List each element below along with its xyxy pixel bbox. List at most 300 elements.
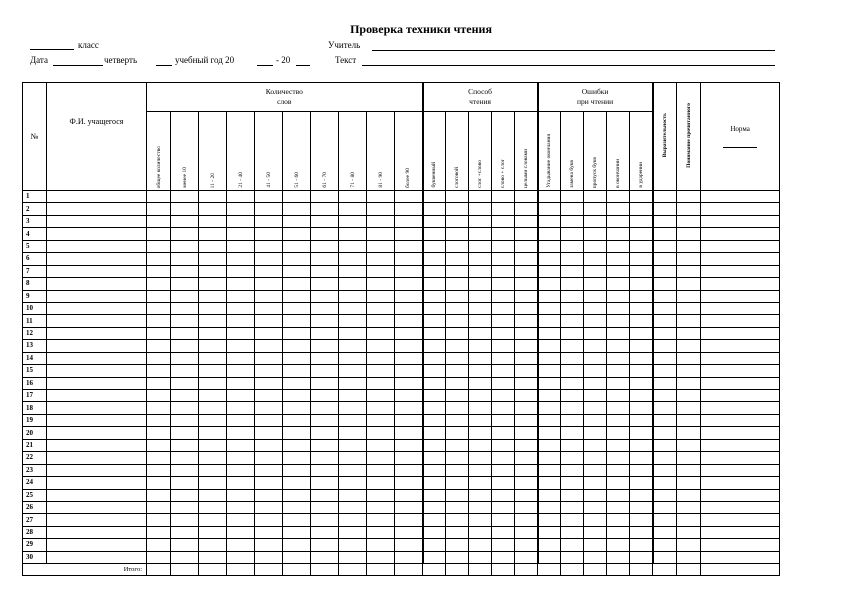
table-cell[interactable] [677,477,701,489]
total-cell[interactable] [653,564,677,576]
table-cell[interactable] [677,464,701,476]
table-cell[interactable] [515,539,538,551]
table-cell[interactable] [677,390,701,402]
table-cell[interactable] [701,215,780,227]
student-name-cell[interactable] [47,340,147,352]
table-cell[interactable] [147,427,171,439]
student-name-cell[interactable] [47,526,147,538]
table-cell[interactable] [701,452,780,464]
table-cell[interactable] [677,501,701,513]
table-cell[interactable] [653,315,677,327]
table-cell[interactable] [492,352,515,364]
table-cell[interactable] [227,352,255,364]
table-cell[interactable] [395,191,423,203]
table-cell[interactable] [492,551,515,563]
table-cell[interactable] [607,240,630,252]
table-cell[interactable] [339,489,367,501]
student-name-cell[interactable] [47,539,147,551]
table-cell[interactable] [395,327,423,339]
table-cell[interactable] [538,215,561,227]
table-cell[interactable] [255,240,283,252]
table-cell[interactable] [561,464,584,476]
table-cell[interactable] [255,477,283,489]
table-cell[interactable] [701,402,780,414]
table-cell[interactable] [584,514,607,526]
table-cell[interactable] [367,191,395,203]
total-cell[interactable] [492,564,515,576]
table-cell[interactable] [653,290,677,302]
table-cell[interactable] [255,427,283,439]
table-cell[interactable] [584,315,607,327]
table-cell[interactable] [653,501,677,513]
table-cell[interactable] [367,327,395,339]
total-cell[interactable] [446,564,469,576]
table-cell[interactable] [199,290,227,302]
table-cell[interactable] [199,191,227,203]
table-cell[interactable] [492,302,515,314]
table-cell[interactable] [677,265,701,277]
table-cell[interactable] [677,315,701,327]
table-cell[interactable] [515,352,538,364]
student-name-cell[interactable] [47,215,147,227]
table-cell[interactable] [147,514,171,526]
table-cell[interactable] [423,365,446,377]
table-cell[interactable] [199,352,227,364]
table-cell[interactable] [630,526,653,538]
table-cell[interactable] [339,402,367,414]
table-cell[interactable] [469,539,492,551]
table-cell[interactable] [469,278,492,290]
table-cell[interactable] [171,290,199,302]
table-cell[interactable] [199,489,227,501]
table-cell[interactable] [630,265,653,277]
table-cell[interactable] [701,439,780,451]
table-cell[interactable] [367,439,395,451]
table-cell[interactable] [367,427,395,439]
total-cell[interactable] [423,564,446,576]
table-cell[interactable] [446,290,469,302]
table-cell[interactable] [492,464,515,476]
table-cell[interactable] [701,477,780,489]
table-cell[interactable] [339,501,367,513]
table-cell[interactable] [367,265,395,277]
total-cell[interactable] [607,564,630,576]
table-cell[interactable] [283,228,311,240]
table-cell[interactable] [423,501,446,513]
table-cell[interactable] [395,203,423,215]
table-cell[interactable] [255,215,283,227]
total-cell[interactable] [469,564,492,576]
table-cell[interactable] [339,302,367,314]
table-cell[interactable] [515,215,538,227]
table-cell[interactable] [339,427,367,439]
table-cell[interactable] [584,365,607,377]
table-cell[interactable] [677,514,701,526]
table-cell[interactable] [561,439,584,451]
table-cell[interactable] [339,514,367,526]
table-cell[interactable] [395,427,423,439]
table-cell[interactable] [630,402,653,414]
table-cell[interactable] [492,501,515,513]
table-cell[interactable] [538,427,561,439]
table-cell[interactable] [677,215,701,227]
table-cell[interactable] [607,414,630,426]
table-cell[interactable] [395,253,423,265]
table-cell[interactable] [171,501,199,513]
table-cell[interactable] [653,489,677,501]
table-cell[interactable] [515,377,538,389]
table-cell[interactable] [701,377,780,389]
table-cell[interactable] [538,365,561,377]
table-cell[interactable] [701,352,780,364]
table-cell[interactable] [469,551,492,563]
table-cell[interactable] [677,489,701,501]
table-cell[interactable] [367,477,395,489]
table-cell[interactable] [227,290,255,302]
table-cell[interactable] [561,215,584,227]
table-cell[interactable] [492,377,515,389]
table-cell[interactable] [311,253,339,265]
table-cell[interactable] [199,526,227,538]
table-cell[interactable] [561,240,584,252]
table-cell[interactable] [199,253,227,265]
class-field[interactable] [30,49,74,50]
table-cell[interactable] [607,439,630,451]
student-name-cell[interactable] [47,551,147,563]
table-cell[interactable] [423,352,446,364]
table-cell[interactable] [339,278,367,290]
table-cell[interactable] [367,365,395,377]
table-cell[interactable] [227,489,255,501]
table-cell[interactable] [423,514,446,526]
table-cell[interactable] [538,489,561,501]
table-cell[interactable] [584,402,607,414]
table-cell[interactable] [339,464,367,476]
table-cell[interactable] [283,302,311,314]
table-cell[interactable] [423,302,446,314]
table-cell[interactable] [227,302,255,314]
table-cell[interactable] [423,539,446,551]
table-cell[interactable] [367,501,395,513]
table-cell[interactable] [423,402,446,414]
table-cell[interactable] [607,390,630,402]
total-cell[interactable] [677,564,701,576]
table-cell[interactable] [283,551,311,563]
table-cell[interactable] [255,290,283,302]
table-cell[interactable] [653,427,677,439]
table-cell[interactable] [283,315,311,327]
table-cell[interactable] [561,414,584,426]
table-cell[interactable] [339,477,367,489]
table-cell[interactable] [538,278,561,290]
table-cell[interactable] [584,377,607,389]
table-cell[interactable] [515,477,538,489]
table-cell[interactable] [607,477,630,489]
student-name-cell[interactable] [47,290,147,302]
table-cell[interactable] [283,215,311,227]
table-cell[interactable] [701,340,780,352]
table-cell[interactable] [147,526,171,538]
table-cell[interactable] [607,539,630,551]
table-cell[interactable] [367,551,395,563]
table-cell[interactable] [227,203,255,215]
table-cell[interactable] [171,539,199,551]
table-cell[interactable] [283,439,311,451]
table-cell[interactable] [227,414,255,426]
table-cell[interactable] [395,452,423,464]
table-cell[interactable] [538,377,561,389]
table-cell[interactable] [584,228,607,240]
student-name-cell[interactable] [47,203,147,215]
table-cell[interactable] [515,340,538,352]
table-cell[interactable] [446,365,469,377]
table-cell[interactable] [492,452,515,464]
table-cell[interactable] [446,265,469,277]
table-cell[interactable] [423,489,446,501]
table-cell[interactable] [677,551,701,563]
table-cell[interactable] [367,240,395,252]
table-cell[interactable] [147,402,171,414]
table-cell[interactable] [227,439,255,451]
table-cell[interactable] [255,377,283,389]
table-cell[interactable] [515,402,538,414]
table-cell[interactable] [630,278,653,290]
table-cell[interactable] [630,228,653,240]
table-cell[interactable] [630,327,653,339]
table-cell[interactable] [395,539,423,551]
table-cell[interactable] [339,390,367,402]
table-cell[interactable] [653,414,677,426]
table-cell[interactable] [469,240,492,252]
table-cell[interactable] [311,439,339,451]
table-cell[interactable] [607,203,630,215]
table-cell[interactable] [227,551,255,563]
table-cell[interactable] [492,390,515,402]
table-cell[interactable] [492,539,515,551]
table-cell[interactable] [515,290,538,302]
table-cell[interactable] [147,414,171,426]
table-cell[interactable] [255,402,283,414]
table-cell[interactable] [199,414,227,426]
table-cell[interactable] [561,427,584,439]
table-cell[interactable] [653,352,677,364]
table-cell[interactable] [311,340,339,352]
table-cell[interactable] [423,278,446,290]
table-cell[interactable] [395,514,423,526]
table-cell[interactable] [367,514,395,526]
table-cell[interactable] [584,489,607,501]
table-cell[interactable] [395,365,423,377]
table-cell[interactable] [283,452,311,464]
table-cell[interactable] [147,265,171,277]
table-cell[interactable] [701,489,780,501]
table-cell[interactable] [199,203,227,215]
table-cell[interactable] [607,402,630,414]
table-cell[interactable] [283,352,311,364]
table-cell[interactable] [701,265,780,277]
table-cell[interactable] [339,526,367,538]
table-cell[interactable] [423,477,446,489]
table-cell[interactable] [255,191,283,203]
table-cell[interactable] [607,551,630,563]
table-cell[interactable] [584,340,607,352]
table-cell[interactable] [515,302,538,314]
table-cell[interactable] [339,452,367,464]
table-cell[interactable] [584,427,607,439]
table-cell[interactable] [227,365,255,377]
table-cell[interactable] [367,377,395,389]
table-cell[interactable] [147,253,171,265]
table-cell[interactable] [367,390,395,402]
table-cell[interactable] [446,551,469,563]
table-cell[interactable] [311,265,339,277]
table-cell[interactable] [311,514,339,526]
table-cell[interactable] [395,340,423,352]
table-cell[interactable] [283,191,311,203]
table-cell[interactable] [677,340,701,352]
table-cell[interactable] [311,278,339,290]
table-cell[interactable] [199,265,227,277]
table-cell[interactable] [584,278,607,290]
table-cell[interactable] [171,278,199,290]
table-cell[interactable] [147,203,171,215]
table-cell[interactable] [584,203,607,215]
table-cell[interactable] [339,551,367,563]
table-cell[interactable] [283,427,311,439]
table-cell[interactable] [538,302,561,314]
table-cell[interactable] [630,377,653,389]
table-cell[interactable] [538,203,561,215]
table-cell[interactable] [538,464,561,476]
table-cell[interactable] [515,327,538,339]
table-cell[interactable] [446,240,469,252]
table-cell[interactable] [395,501,423,513]
table-cell[interactable] [199,514,227,526]
table-cell[interactable] [469,315,492,327]
table-cell[interactable] [147,302,171,314]
table-cell[interactable] [423,551,446,563]
table-cell[interactable] [171,228,199,240]
table-cell[interactable] [584,452,607,464]
table-cell[interactable] [515,514,538,526]
table-cell[interactable] [171,402,199,414]
table-cell[interactable] [339,215,367,227]
total-cell[interactable] [339,564,367,576]
student-name-cell[interactable] [47,352,147,364]
table-cell[interactable] [492,278,515,290]
table-cell[interactable] [147,191,171,203]
table-cell[interactable] [395,377,423,389]
table-cell[interactable] [653,365,677,377]
table-cell[interactable] [311,402,339,414]
table-cell[interactable] [630,365,653,377]
table-cell[interactable] [199,501,227,513]
table-cell[interactable] [677,427,701,439]
table-cell[interactable] [677,539,701,551]
table-cell[interactable] [227,539,255,551]
table-cell[interactable] [607,526,630,538]
table-cell[interactable] [677,203,701,215]
total-cell[interactable] [561,564,584,576]
table-cell[interactable] [653,215,677,227]
table-cell[interactable] [255,265,283,277]
table-cell[interactable] [171,414,199,426]
table-cell[interactable] [423,215,446,227]
table-cell[interactable] [311,191,339,203]
table-cell[interactable] [584,526,607,538]
table-cell[interactable] [701,464,780,476]
table-cell[interactable] [515,526,538,538]
table-cell[interactable] [492,477,515,489]
table-cell[interactable] [677,240,701,252]
table-cell[interactable] [255,253,283,265]
table-cell[interactable] [677,439,701,451]
table-cell[interactable] [538,414,561,426]
table-cell[interactable] [515,265,538,277]
table-cell[interactable] [701,526,780,538]
table-cell[interactable] [423,390,446,402]
table-cell[interactable] [561,539,584,551]
table-cell[interactable] [607,253,630,265]
table-cell[interactable] [147,215,171,227]
table-cell[interactable] [584,215,607,227]
table-cell[interactable] [630,551,653,563]
table-cell[interactable] [446,452,469,464]
table-cell[interactable] [446,315,469,327]
table-cell[interactable] [561,228,584,240]
table-cell[interactable] [630,514,653,526]
table-cell[interactable] [311,477,339,489]
table-cell[interactable] [171,526,199,538]
table-cell[interactable] [677,278,701,290]
table-cell[interactable] [561,327,584,339]
table-cell[interactable] [630,203,653,215]
table-cell[interactable] [227,390,255,402]
table-cell[interactable] [171,203,199,215]
table-cell[interactable] [630,477,653,489]
table-cell[interactable] [538,452,561,464]
table-cell[interactable] [653,340,677,352]
table-cell[interactable] [538,315,561,327]
table-cell[interactable] [515,240,538,252]
table-cell[interactable] [255,514,283,526]
table-cell[interactable] [171,390,199,402]
table-cell[interactable] [677,290,701,302]
student-name-cell[interactable] [47,390,147,402]
table-cell[interactable] [339,327,367,339]
table-cell[interactable] [701,365,780,377]
table-cell[interactable] [446,253,469,265]
table-cell[interactable] [469,191,492,203]
table-cell[interactable] [446,278,469,290]
table-cell[interactable] [515,315,538,327]
table-cell[interactable] [701,302,780,314]
table-cell[interactable] [423,464,446,476]
table-cell[interactable] [538,501,561,513]
table-cell[interactable] [339,365,367,377]
student-name-cell[interactable] [47,191,147,203]
table-cell[interactable] [311,464,339,476]
table-cell[interactable] [538,551,561,563]
table-cell[interactable] [515,452,538,464]
table-cell[interactable] [367,526,395,538]
table-cell[interactable] [283,414,311,426]
table-cell[interactable] [423,452,446,464]
table-cell[interactable] [283,514,311,526]
table-cell[interactable] [538,340,561,352]
table-cell[interactable] [469,464,492,476]
table-cell[interactable] [446,427,469,439]
